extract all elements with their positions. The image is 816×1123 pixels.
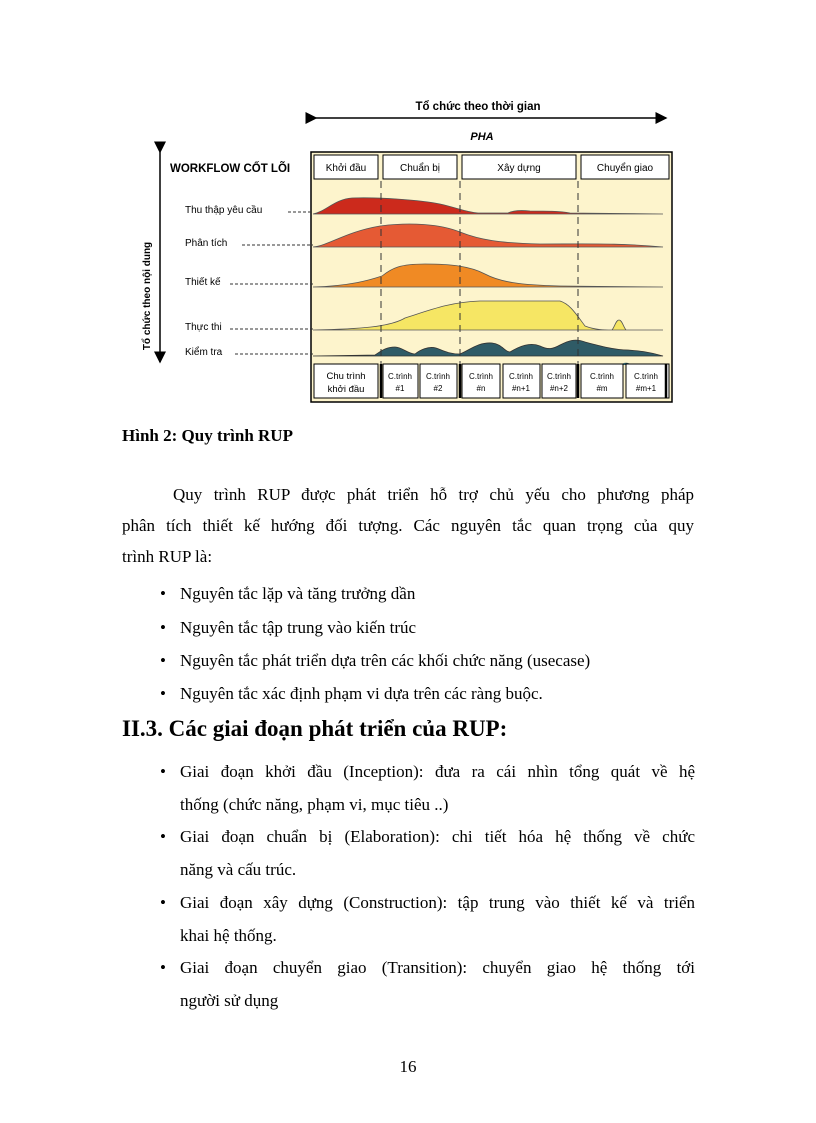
stage-item [160,820,695,886]
principle-item [160,650,590,672]
bullet-dot: • [160,893,166,912]
bullet-dot: • [160,684,166,703]
figure-caption: Hình 2: Quy trình RUP [122,426,293,445]
bullet-dot: • [160,958,166,977]
iteration-1-l2: #1 [395,384,405,393]
stage-line-1: Giai đoạn xây dựng (Construction): tập trung vào thiết kế và triển [180,893,695,912]
stage-line-1: Giai đoạn chuyển giao (Transition): chuyển giao hệ thống tới [180,958,695,977]
stage-item [160,755,695,821]
principle-item [160,683,543,705]
stage-line-1: Giai đoạn chuẩn bị (Elaboration): chi tiết hóa hệ thống về chức [180,827,695,846]
intro-line-2: phân tích thiết kế hướng đối tượng. Các nguyên tắc quan trọng của quy [122,516,694,535]
iteration-n-l2: #n [476,384,486,393]
stage-line-2: thống (chức năng, phạm vi, mục tiêu ..) [180,795,449,814]
iteration-n2-l2: #n+2 [549,384,569,393]
iteration-2-l2: #2 [433,384,443,393]
stage-line-2: khai hệ thống. [180,926,277,945]
workflow-implementation: Thực thi [185,322,222,333]
iteration-n2-l1: C.trình [546,372,572,381]
iteration-initial-l2: khởi đầu [327,384,365,395]
principle-text: Nguyên tắc lặp và tăng trưởng dần [180,584,416,603]
bullet-dot: • [160,618,166,637]
iteration-n1-l1: C.trình [508,372,534,381]
phase-header [314,155,669,179]
bullet-dot: • [160,762,166,781]
phase-label: PHA [470,131,494,143]
stage-line-2: người sử dụng [180,991,279,1010]
rup-diagram [0,0,816,420]
phase-transition: Chuyển giao [596,163,654,174]
principle-item [160,583,415,605]
intro-paragraph [122,479,694,572]
stage-line-1: Giai đoạn khởi đầu (Inception): đưa ra cái nhìn tổng quát về hệ [180,762,695,781]
content-label: Tổ chức theo nội dung [142,241,153,351]
intro-line-3: trình RUP là: [122,547,213,566]
iteration-m-l1: C.trình [589,372,615,381]
stage-item [160,951,695,1017]
principle-text: Nguyên tắc phát triển dựa trên các khối chức năng (usecase) [180,651,591,670]
phase-construction: Xây dựng [497,163,541,174]
workflow-design: Thiết kế [185,277,221,288]
stage-item [160,886,695,952]
workflow-test: Kiểm tra [185,347,223,358]
intro-line-1: Quy trình RUP được phát triển hỗ trợ chủ yếu cho phương pháp [173,485,694,504]
stage-line-2: năng và cấu trúc. [180,860,297,879]
iteration-initial-l1: Chu trình [326,371,366,382]
iteration-m-l2: #m [596,384,608,393]
phase-elaboration: Chuẩn bị [399,163,441,174]
iteration-row [314,364,669,398]
principle-text: Nguyên tắc xác định phạm vi dựa trên các ràng buộc. [180,684,543,703]
bullet-dot: • [160,584,166,603]
time-label: Tổ chức theo thời gian [415,101,541,113]
workflow-label: WORKFLOW CỐT LÕI [170,163,291,175]
phase-inception: Khởi đầu [325,163,367,174]
principle-item [160,617,416,639]
iteration-1-l1: C.trình [387,372,413,381]
bullet-dot: • [160,651,166,670]
bullet-dot: • [160,827,166,846]
iteration-2-l1: C.trình [425,372,451,381]
workflow-labels [185,204,313,358]
workflow-requirements: Thu thập yêu cầu [185,205,263,216]
page-number: 16 [399,1057,417,1076]
iteration-m1-l2: #m+1 [635,384,657,393]
iteration-n1-l2: #n+1 [511,384,531,393]
principle-text: Nguyên tắc tập trung vào kiến trúc [180,618,417,637]
iteration-m1-l1: C.trình [633,372,659,381]
section-heading: II.3. Các giai đoạn phát triển của RUP: [122,716,508,741]
iteration-n-l1: C.trình [468,372,494,381]
workflow-analysis: Phân tích [185,238,228,249]
